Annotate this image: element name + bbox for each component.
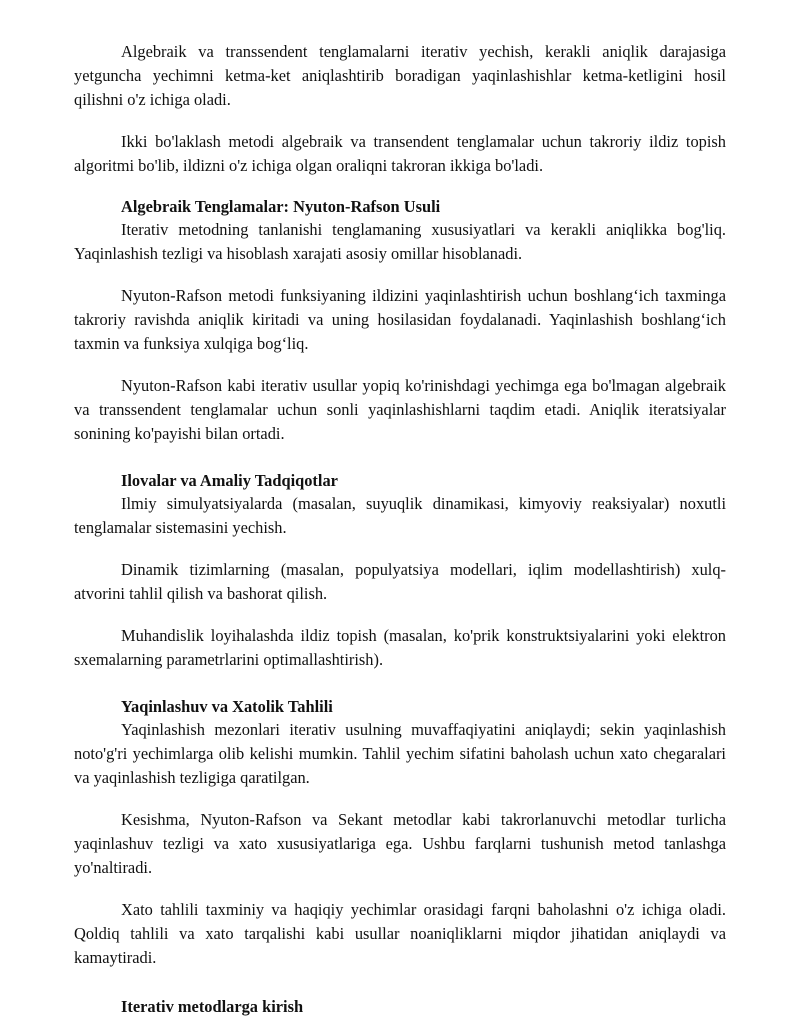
paragraph-scientific-simulations: Ilmiy simulyatsiyalarda (masalan, suyuqlik dinamikasi, kimyoviy reaksiyalar) noxutli tenglamalar sistemasini yechish. [74,494,726,537]
paragraph-newton-raphson: Nyuton-Rafson metodi funksiyaning ildizini yaqinlashtirish uchun boshlang‘ich taxminga takroriy ravishda aniqlik kiritadi va uning hosilasidan foydalanadi. Yaqinlashish boshlang‘ich taxmin va funksiya xulqiga bog‘liq. [74,286,726,353]
heading-convergence-error: Yaqinlashuv va Xatolik Tahlili [121,697,333,716]
document-page [74,40,726,1018]
paragraph-bisection-method: Ikki bo'laklash metodi algebraik va transendent tenglamalar uchun takroriy ildiz topish algoritmi bo'lib, ildizni o'z ichiga olgan oraliqni takroran ikkiga bo'ladi. [74,132,726,175]
paragraph-error-analysis: Xato tahlili taxminiy va haqiqiy yechimlar orasidagi farqni baholashni o'z ichiga oladi. Qoldiq tahlili va xato tarqalishi kabi usullar noaniqliklarni miqdor jihatidan aniqlaydi va kamaytiradi. [74,900,726,967]
paragraph-iterative-methods-comparison: Kesishma, Nyuton-Rafson va Sekant metodlar kabi takrorlanuvchi metodlar turlicha yaqinlashuv tezligi va xato xususiyatlariga ega. Ushbu farqlarni tushunish metod tanlashga yo'naltiradi. [74,810,726,877]
heading-intro-iterative: Iterativ metodlarga kirish [121,997,304,1016]
paragraph-method-choice: Iterativ metodning tanlanishi tenglamaning xususiyatlari va kerakli aniqlikka bog'liq. Yaqinlashish tezligi va hisoblash xarajati asosiy omillar hisoblanadi. [74,220,726,263]
paragraph-convergence-criteria: Yaqinlashish mezonlari iterativ usulning muvaffaqiyatini aniqlaydi; sekin yaqinlashish noto'g'ri yechimlarga olib kelishi mumkin. Tahlil yechim sifatini baholash uchun xato chegaralari va yaqinlashish tezligiga qaratilgan. [74,720,726,787]
paragraph-engineering-design: Muhandislik loyihalashda ildiz topish (masalan, ko'prik konstruktsiyalarini yoki elektron sxemalarning parametrlarini optimallashtirish). [74,626,726,669]
heading-applications: Ilovalar va Amaliy Tadqiqotlar [121,471,338,490]
paragraph-numeric-approximations: Nyuton-Rafson kabi iterativ usullar yopiq ko'rinishdagi yechimga ega bo'lmagan algebraik va transsendent tenglamalar uchun sonli yaqinlashishlarni taqdim etadi. Aniqlik iteratsiyalar sonining ko'payishi bilan ortadi. [74,376,726,443]
paragraph-dynamic-systems: Dinamik tizimlarning (masalan, populyatsiya modellari, iqlim modellashtirish) xulq-atvorini tahlil qilish va bashorat qilish. [74,560,726,603]
heading-newton-raphson: Algebraik Tenglamalar: Nyuton-Rafson Usuli [121,197,441,216]
paragraph-iterative-solution: Algebraik va transsendent tenglamalarni iterativ yechish, kerakli aniqlik darajasiga yetguncha yechimni ketma-ket aniqlashtirib boradigan yaqinlashishlar ketma-ketligini hosil qilishni o'z ichiga oladi. [74,42,726,109]
